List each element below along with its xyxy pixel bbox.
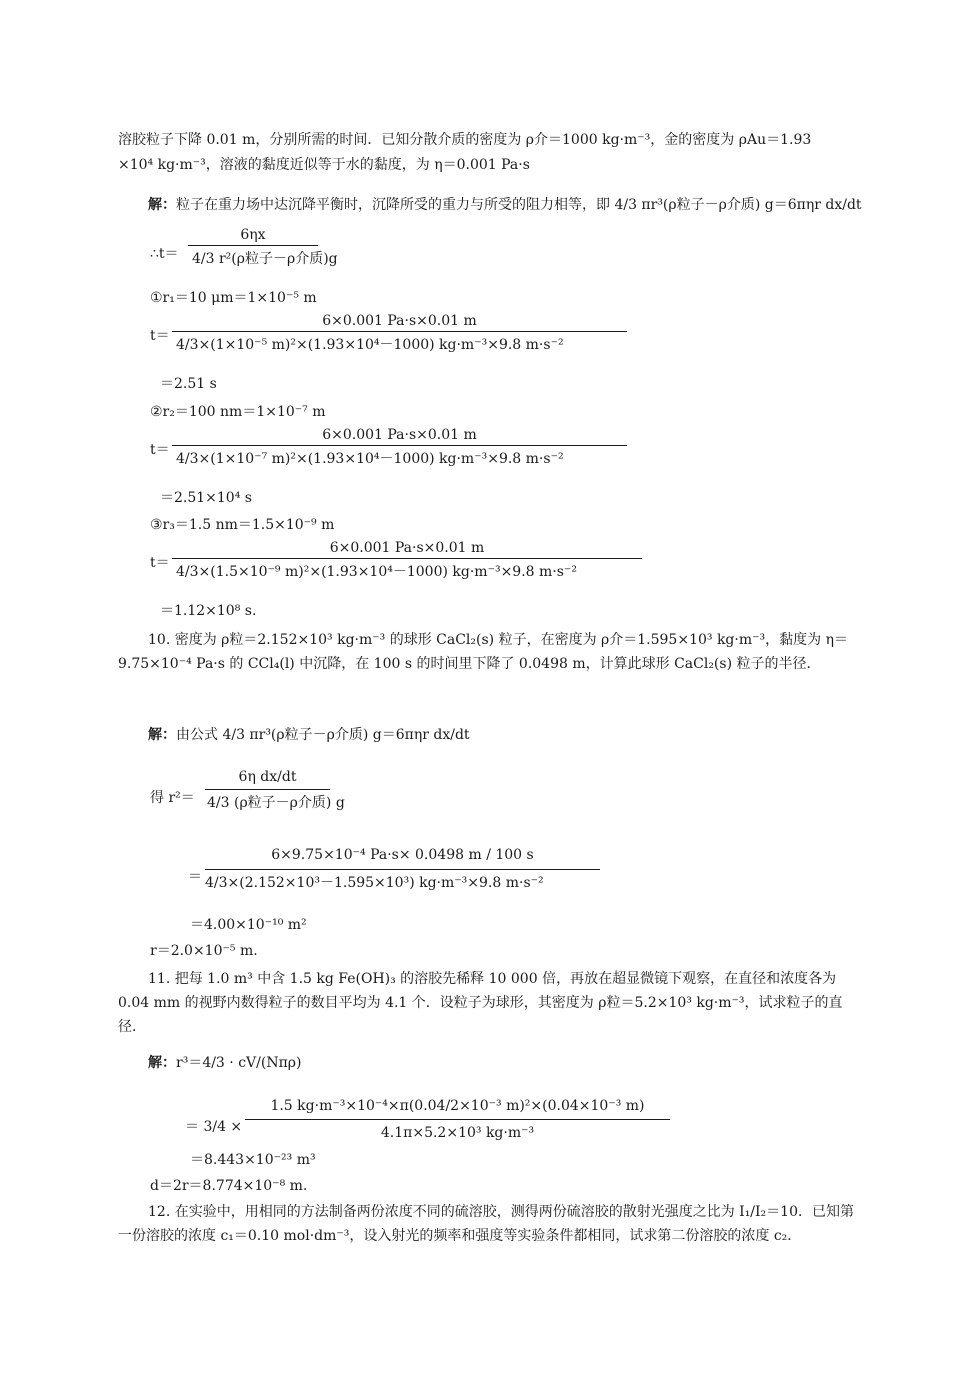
fraction-bar	[205, 789, 330, 790]
fraction-bar	[205, 869, 600, 870]
case-1-result: ＝2.51 s	[160, 376, 217, 392]
case-1-radius: ①r₁＝10 μm＝1×10⁻⁵ m	[150, 290, 317, 306]
r2-general-fraction	[205, 768, 345, 816]
case-3-radius: ③r₃＝1.5 nm＝1.5×10⁻⁹ m	[150, 517, 335, 533]
solution-10-statement	[148, 725, 470, 745]
t-lhs: ∴t＝	[150, 246, 179, 262]
fraction-bar	[172, 445, 627, 446]
r3-lhs: r³＝	[176, 1055, 203, 1071]
r3-calc-fraction	[245, 1097, 670, 1145]
fraction-bar	[172, 331, 627, 332]
r2-calc-fraction	[205, 846, 600, 896]
r2-denominator: 4/3 (ρ粒子－ρ介质) g	[207, 795, 345, 811]
r2-calc-lhs: ＝	[188, 869, 202, 885]
t-numerator: 6ηx	[240, 227, 266, 243]
solution-10-text: 由公式 4/3 πr³(ρ粒子－ρ介质) g＝6πηr dx/dt	[176, 727, 470, 743]
intro-line-2: ×10⁴ kg·m⁻³，溶液的黏度近似等于水的黏度，为 η＝0.001 Pa·s	[118, 157, 530, 173]
case-1-fraction	[172, 312, 627, 358]
problem-12-text: 12. 在实验中，用相同的方法制备两份浓度不同的硫溶胶，测得两份硫溶胶的散射光强度之比为 I₁/I₂＝10．已知第一份溶胶的浓度 c₁＝0.10 mol·dm⁻³，设入射光的频率和强度等实验条件都相同，试求第二份溶胶的浓度 c₂．	[118, 1204, 854, 1244]
r3-result: ＝8.443×10⁻²³ m³	[190, 1152, 316, 1168]
solution-label: 解：	[148, 197, 176, 213]
intro-line-1: 溶胶粒子下降 0.01 m，分别所需的时间．已知分散介质的密度为 ρ介＝1000 kg·m⁻³，金的密度为 ρAu＝1.93	[118, 132, 812, 148]
case-1-lhs: t＝	[150, 328, 170, 344]
fraction-bar	[172, 558, 642, 559]
case-3-fraction	[172, 539, 642, 585]
r3-expression: 4/3 · cV/(Nπρ)	[202, 1055, 302, 1071]
r3-calc-numerator: 1.5 kg·m⁻³×10⁻⁴×π(0.04/2×10⁻³ m)²×(0.04×10⁻³ m)	[270, 1098, 645, 1114]
case-2-result: ＝2.51×10⁴ s	[160, 490, 252, 506]
case-1-denominator: 4/3×(1×10⁻⁵ m)²×(1.93×10⁴－1000) kg·m⁻³×9.8 m·s⁻²	[176, 337, 564, 353]
problem-10-text: 10. 密度为 ρ粒＝2.152×10³ kg·m⁻³ 的球形 CaCl₂(s) 粒子，在密度为 ρ介＝1.595×10³ kg·m⁻³，黏度为 η＝9.75×10⁻⁴ Pa·s 的 CCl₄(l) 中沉降，在 100 s 的时间里下降了 0.0498 m，计算此球形 CaCl₂(s) 粒子的半径．	[118, 632, 848, 672]
r3-calc-denominator: 4.1π×5.2×10³ kg·m⁻³	[380, 1125, 535, 1141]
fraction-bar	[188, 245, 318, 246]
fraction-bar	[245, 1119, 670, 1120]
r2-numerator: 6η dx/dt	[238, 769, 297, 785]
case-3-denominator: 4/3×(1.5×10⁻⁹ m)²×(1.93×10⁴－1000) kg·m⁻³×9.8 m·s⁻²	[176, 564, 577, 580]
case-3-result: ＝1.12×10⁸ s.	[160, 603, 257, 619]
case-2-fraction	[172, 426, 627, 472]
solution-11-statement	[148, 1053, 301, 1073]
case-3-lhs: t＝	[150, 555, 170, 571]
case-2-denominator: 4/3×(1×10⁻⁷ m)²×(1.93×10⁴－1000) kg·m⁻³×9.8 m·s⁻²	[176, 451, 564, 467]
case-2-radius: ②r₂＝100 nm＝1×10⁻⁷ m	[150, 404, 326, 420]
r3-calc-lhs: ＝ 3/4 ×	[185, 1119, 243, 1135]
t-general-fraction	[188, 226, 338, 272]
case-3-numerator: 6×0.001 Pa·s×0.01 m	[329, 540, 485, 556]
solution-9-text: 粒子在重力场中达沉降平衡时，沉降所受的重力与所受的阻力相等，即 4/3 πr³(ρ粒子－ρ介质) g＝6πηr dx/dt	[176, 197, 862, 213]
case-2-numerator: 6×0.001 Pa·s×0.01 m	[322, 427, 477, 443]
case-1-numerator: 6×0.001 Pa·s×0.01 m	[322, 313, 477, 329]
solution-9-statement	[148, 195, 862, 215]
solution-label: 解：	[148, 1055, 176, 1071]
t-denominator: 4/3 r²(ρ粒子－ρ介质)g	[192, 251, 338, 267]
r2-result: ＝4.00×10⁻¹⁰ m²	[190, 917, 307, 933]
diameter-result: d＝2r＝8.774×10⁻⁸ m.	[150, 1178, 308, 1194]
r2-calc-numerator: 6×9.75×10⁻⁴ Pa·s× 0.0498 m / 100 s	[271, 847, 534, 863]
problem-11-text: 11. 把每 1.0 m³ 中含 1.5 kg Fe(OH)₃ 的溶胶先稀释 10 000 倍，再放在超显微镜下观察，在直径和浓度各为 0.04 mm 的视野内数得粒子的数目平均为 4.1 个．设粒子为球形，其密度为 ρ粒＝5.2×10³ kg·m⁻³，试求粒子的直径．	[118, 971, 843, 1035]
solution-label: 解：	[148, 727, 176, 743]
r2-lhs: 得 r²＝	[150, 790, 195, 806]
r2-calc-denominator: 4/3×(2.152×10³－1.595×10³) kg·m⁻³×9.8 m·s⁻²	[205, 875, 544, 891]
radius-result: r＝2.0×10⁻⁵ m.	[150, 943, 258, 959]
case-2-lhs: t＝	[150, 442, 170, 458]
